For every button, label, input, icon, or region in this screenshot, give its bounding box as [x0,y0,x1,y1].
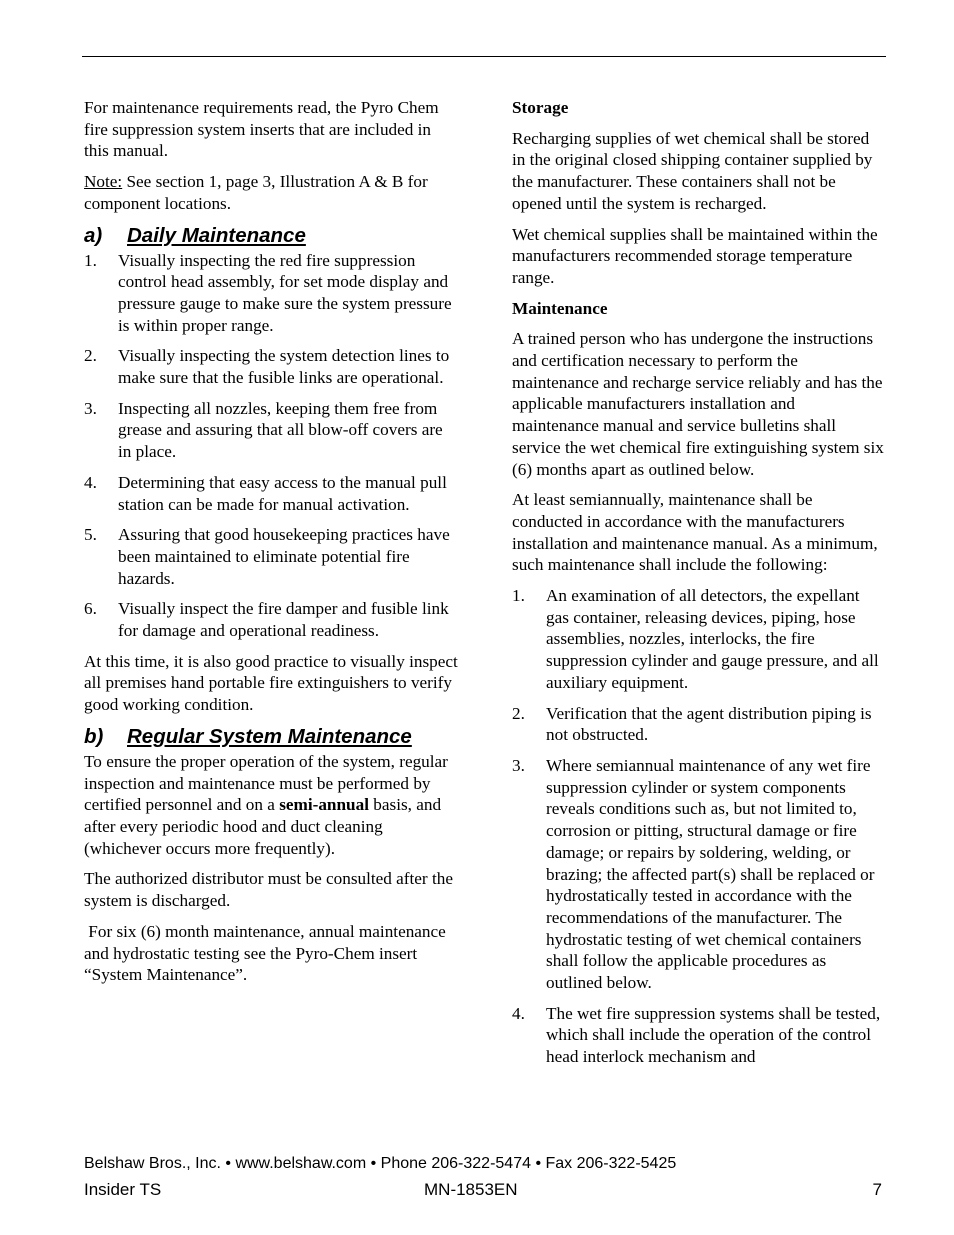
list-item-number: 6. [84,599,97,619]
list-item [84,472,460,515]
list-item-text: Assuring that good housekeeping practices have been maintained to eliminate potential fire hazards. [118,525,450,588]
list-item-number: 4. [512,1003,525,1023]
list-item-number: 1. [512,586,525,606]
storage-paragraph-2: Wet chemical supplies shall be maintained within the manufacturers recommended storage temperature range. [512,224,878,287]
footer-document-number: MN-1853EN [424,1180,518,1199]
maintenance-paragraph-1: A trained person who has undergone the instructions and certification necessary to perform the maintenance and recharge service reliably and has the applicable manufacturers installation and maintenance manual and service bulletins shall service the wet chemical fire extinguishing system six (6) months apart as outlined below. [512,329,884,479]
list-item-text: Visually inspecting the red fire suppression control head assembly, for set mode display and pressure gauge to make sure the system pressure is within proper range. [118,250,452,335]
list-item [512,755,886,994]
storage-heading: Storage [512,98,569,117]
list-item [512,703,886,746]
list-item-number: 2. [84,346,97,366]
list-item-text: Where semiannual maintenance of any wet fire suppression cylinder or system components reveals conditions such as, but not limited to, corrosion or pitting, structural damage or fire damage; or repairs by soldering, welding, or brazing; the affected part(s) shall be replaced or hydrostatically tested in accordance with the recommendations of the manufacturer. The hydrostatic testing of wet chemical containers shall follow the applicable procedures as outlined below. [546,755,875,993]
section-b-paragraph-2: The authorized distributor must be consulted after the system is discharged. [84,869,453,911]
maintenance-paragraph-2: At least semiannually, maintenance shall be conducted in accordance with the manufacturers installation and maintenance manual. As a minimum, such maintenance shall include the following: [512,490,878,575]
daily-maintenance-list [84,250,460,642]
list-item [512,585,886,694]
list-item-text: Visually inspecting the system detection lines to make sure that the fusible links are operational. [118,346,450,388]
section-b-p1-start: To ensure the proper operation of the system, regular inspection and maintenance must be performed by certified personnel and on a [84,751,448,815]
list-item [84,598,460,641]
list-item-number: 2. [512,703,525,723]
list-item-text: The wet fire suppression systems shall be tested, which shall include the operation of the control head interlock mechanism and [546,1003,881,1067]
section-b-paragraph-3: For six (6) month maintenance, annual maintenance and hydrostatic testing see the Pyro-Chem insert “System Maintenance”. [84,921,451,985]
section-a-heading [84,224,460,248]
footer-contact: Belshaw Bros., Inc. • www.belshaw.com • Phone 206-322-5474 • Fax 206-322-5425 [84,1155,677,1172]
list-item-text: Verification that the agent distribution piping is not obstructed. [546,703,872,745]
header-rule [82,56,886,57]
list-item-text: Inspecting all nozzles, keeping them free from grease and assuring that all blow-off covers are in place. [118,398,443,462]
list-item [84,345,460,388]
list-item-number: 5. [84,525,97,545]
page-number: 7 [872,1180,882,1199]
section-a-closing-paragraph: At this time, it is also good practice to visually inspect all premises hand portable fire extinguishers to verify good working condition. [84,651,458,715]
section-b-p1-bold: semi-annual [279,795,369,815]
section-b-paragraph-1 [84,751,460,860]
note-label: Note: [84,172,123,192]
list-item [512,1003,886,1068]
right-column [512,97,886,1077]
section-b-title: Regular System Maintenance [127,724,412,748]
intro-paragraph: For maintenance requirements read, the Pyro Chem fire suppression system inserts that are included in this manual. [84,98,439,161]
list-item-number: 3. [84,398,97,418]
section-a-title: Daily Maintenance [127,223,306,247]
left-column [84,97,460,995]
section-b-p1-end: basis, and after every periodic hood and duct cleaning (whichever occurs more frequently). [84,795,442,858]
list-item [84,398,460,463]
footer-bar [84,1180,882,1200]
list-item-text: An examination of all detectors, the expellant gas container, releasing devices, piping, hose assemblies, nozzles, interlocks, the fire suppression cylinder and gauge pressure, and all auxiliary equipment. [546,586,879,692]
storage-paragraph-1: Recharging supplies of wet chemical shall be stored in the original closed shipping container supplied by the manufacturer. These containers shall not be opened until the system is recharged. [512,128,873,213]
section-b-number: b) [84,724,104,748]
list-item [84,250,460,337]
list-item [84,524,460,589]
section-a-number: a) [84,223,103,247]
semiannual-maintenance-list [512,585,886,1068]
list-item-number: 3. [512,755,525,775]
list-item-number: 4. [84,472,97,492]
note-text: See section 1, page 3, Illustration A & B for component locations. [84,172,428,213]
note-paragraph [84,171,460,214]
section-b-heading [84,725,460,749]
list-item-text: Determining that easy access to the manual pull station can be made for manual activation. [118,472,447,514]
maintenance-heading: Maintenance [512,298,608,318]
footer-product-name: Insider TS [84,1180,162,1199]
list-item-text: Visually inspect the fire damper and fusible link for damage and operational readiness. [118,599,449,641]
list-item-number: 1. [84,250,97,270]
